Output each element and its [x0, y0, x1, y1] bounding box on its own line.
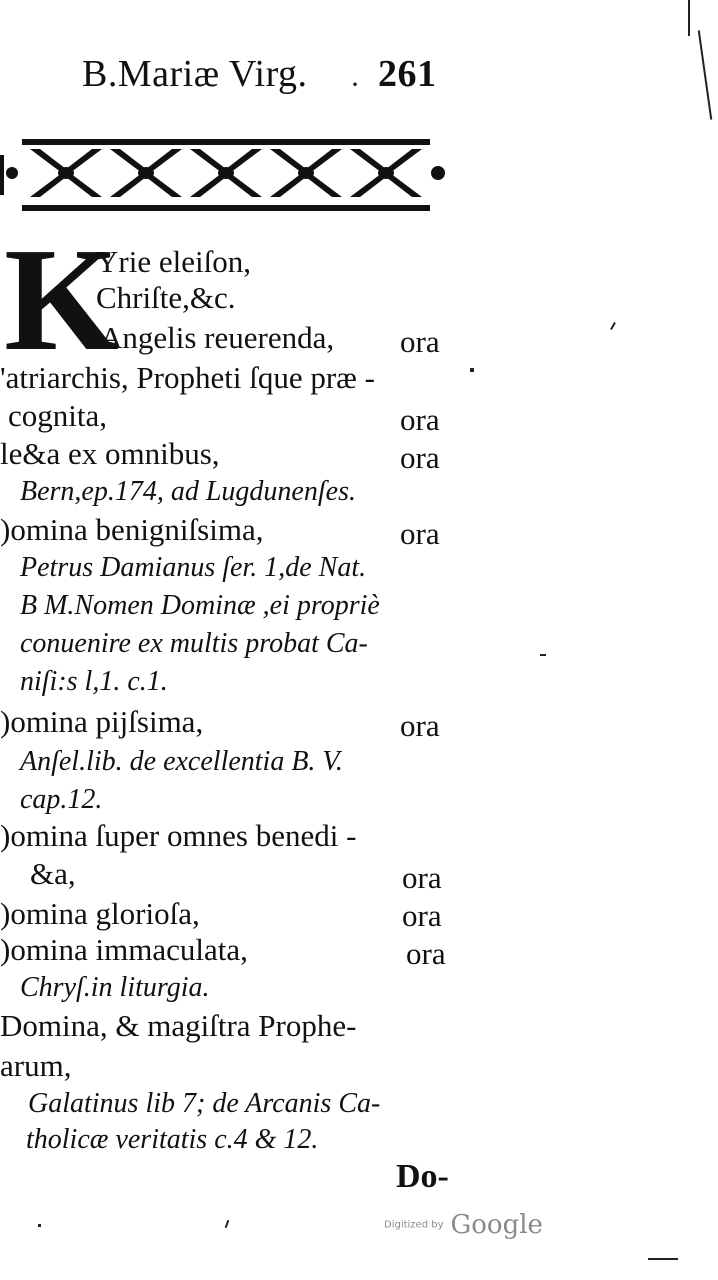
drop-cap-letter: K [4, 218, 120, 382]
header-title: B.Mariæ Virg. [82, 53, 308, 95]
citation-line: niſi:s l,1. c.1. [20, 666, 168, 697]
ink-speck [225, 1220, 230, 1228]
ink-speck [540, 654, 546, 656]
header-separator-dot: · [350, 68, 360, 101]
text-line: Domina, & magiſtra Prophe- [0, 1008, 357, 1043]
citation-line: Anſel.lib. de excellentia B. V. [20, 746, 343, 777]
text-line: le&a ex omnibus, [0, 436, 220, 471]
ink-speck [648, 1258, 678, 1260]
citation-line: Chryſ.in liturgia. [20, 972, 210, 1003]
text-line: Chriſte,&c. [96, 280, 236, 315]
text-line: )omina glorioſa, [0, 896, 200, 931]
text-line: &a, [30, 856, 76, 891]
digitized-by-label: Digitized by [384, 1219, 444, 1231]
ora-response: ora [400, 440, 440, 475]
ink-speck [470, 368, 474, 372]
ora-response: ora [400, 708, 440, 743]
text-line: Angelis reuerenda, [100, 320, 335, 355]
ora-response: ora [400, 324, 440, 359]
text-line: Yrie eleiſon, [96, 244, 251, 279]
text-line: )omina benigniſsima, [0, 512, 264, 547]
text-line: arum, [0, 1048, 72, 1083]
ink-speck [38, 1224, 41, 1227]
ora-response: ora [406, 936, 446, 971]
catchword: Do- [396, 1158, 449, 1195]
page-number: 261 [378, 53, 437, 95]
ora-response: ora [400, 516, 440, 551]
citation-line: conuenire ex multis probat Ca- [20, 628, 368, 659]
text-line: cognita, [8, 398, 107, 433]
digitized-footer [384, 1210, 543, 1240]
google-logo: Google [450, 1210, 543, 1240]
citation-line: tholicæ veritatis c.4 & 12. [26, 1124, 319, 1155]
ornamental-headpiece [0, 135, 460, 215]
text-line: 'atriarchis, Propheti ſque præ - [0, 360, 375, 395]
ink-speck [610, 322, 616, 330]
ink-speck [698, 30, 713, 119]
citation-line: Petrus Damianus ſer. 1,de Nat. [20, 552, 367, 583]
citation-line: B M.Nomen Dominæ ,ei propriè [20, 590, 380, 621]
text-line: )omina immaculata, [0, 932, 248, 967]
ink-speck [688, 0, 690, 36]
ora-response: ora [402, 860, 442, 895]
text-line: )omina ſuper omnes benedi - [0, 818, 357, 853]
ora-response: ora [402, 898, 442, 933]
text-line: )omina pijſsima, [0, 704, 204, 739]
citation-line: Bern,ep.174, ad Lugdunenſes. [20, 476, 356, 507]
citation-line: cap.12. [20, 784, 103, 815]
ora-response: ora [400, 402, 440, 437]
citation-line: Galatinus lib 7; de Arcanis Ca- [28, 1088, 381, 1119]
